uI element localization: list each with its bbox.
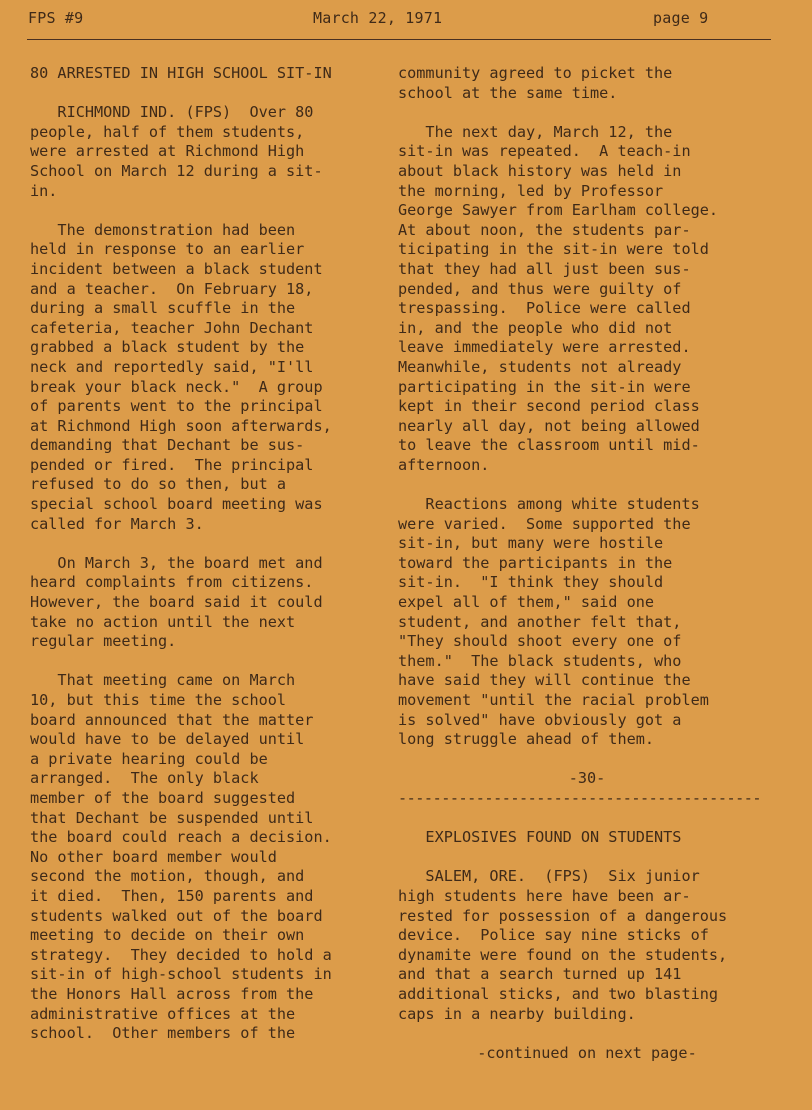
text-line: break your black neck." A group [30, 377, 323, 396]
text-line: 10, but this time the school [30, 691, 287, 709]
text-line: were varied. Some supported the [398, 514, 691, 533]
text-line: would have to be delayed until [30, 730, 305, 749]
explosives-article [398, 828, 776, 1024]
paragraph-break [30, 84, 380, 104]
text-line: special school board meeting was [30, 495, 323, 514]
text-line: Reactions among white students [398, 495, 700, 514]
text-line: dynamite were found on the students, [398, 945, 728, 964]
text-line: high students here have been ar- [398, 886, 691, 905]
text-line: heard complaints from citizens. [30, 573, 314, 592]
text-line: sit-in, but many were hostile [398, 534, 664, 553]
header-date: March 22, 1971 [313, 9, 443, 27]
text-line: member of the board suggested [30, 788, 296, 807]
text-line: On March 3, the board met and [30, 553, 323, 572]
text-line: in. [30, 181, 58, 200]
text-line: pended or fired. The principal [30, 455, 314, 474]
text-line: school at the same time. [398, 83, 618, 102]
continued-note: -continued on next page- [477, 1043, 697, 1062]
paragraph-break [30, 534, 380, 554]
text-line: additional sticks, and two blasting [398, 984, 719, 1003]
text-line: the Honors Hall across from the [30, 984, 314, 1003]
paragraph-break [398, 103, 776, 123]
text-line: were arrested at Richmond High [30, 142, 305, 161]
text-line: At about noon, the students par- [398, 220, 691, 239]
text-line: community agreed to picket the [398, 64, 673, 82]
text-line: of parents went to the principal [30, 397, 323, 416]
article-headline: EXPLOSIVES FOUND ON STUDENTS [398, 828, 682, 847]
right-column [398, 64, 776, 1063]
text-line: is solved" have obviously got a [398, 710, 682, 729]
text-line: sit-in of high-school students in [30, 965, 332, 984]
text-line: a private hearing could be [30, 749, 268, 768]
text-line: SALEM, ORE. (FPS) Six junior [398, 867, 700, 886]
text-line: called for March 3. [30, 514, 204, 533]
text-line: grabbed a black student by the [30, 338, 305, 357]
text-line: it died. Then, 150 parents and [30, 886, 314, 905]
text-line: students walked out of the board [30, 906, 323, 925]
text-line: sit-in. "I think they should [398, 573, 664, 592]
left-column [30, 64, 380, 1044]
text-line: leave immediately were arrested. [398, 338, 691, 357]
text-line: "They should shoot every one of [398, 632, 682, 651]
text-line: regular meeting. [30, 632, 177, 651]
text-line: people, half of them students, [30, 122, 305, 141]
text-line: The next day, March 12, the [398, 122, 673, 141]
text-line: in, and the people who did not [398, 318, 673, 337]
text-line: trespassing. Police were called [398, 299, 691, 318]
text-line: have said they will continue the [398, 671, 691, 690]
text-line: and a teacher. On February 18, [30, 279, 314, 298]
text-line: school. Other members of the [30, 1024, 296, 1043]
text-line: the board could reach a decision. [30, 828, 332, 847]
article-continuation [398, 64, 776, 750]
text-line: ticipating in the sit-in were told [398, 240, 709, 259]
text-line: arranged. The only black [30, 769, 259, 788]
text-line: kept in their second period class [398, 397, 700, 416]
text-line: to leave the classroom until mid- [398, 436, 700, 455]
text-line: that Dechant be suspended until [30, 808, 314, 827]
text-line: board announced that the matter [30, 710, 314, 729]
text-line: demanding that Dechant be sus- [30, 436, 305, 455]
text-line: sit-in was repeated. A teach-in [398, 142, 691, 161]
article-headline: 80 ARRESTED IN HIGH SCHOOL SIT-IN [30, 64, 332, 82]
text-line: incident between a black student [30, 259, 323, 278]
paragraph-break [30, 652, 380, 672]
text-line: participating in the sit-in were [398, 377, 691, 396]
text-line: neck and reportedly said, "I'll [30, 357, 314, 376]
text-line: School on March 12 during a sit- [30, 161, 323, 180]
text-line: No other board member would [30, 847, 277, 866]
text-line: That meeting came on March [30, 671, 296, 690]
text-line: caps in a nearby building. [398, 1004, 636, 1023]
text-line: meeting to decide on their own [30, 926, 305, 945]
text-line: RICHMOND IND. (FPS) Over 80 [30, 103, 314, 122]
text-line: and that a search turned up 141 [398, 965, 682, 984]
paragraph-break [398, 848, 776, 868]
text-line: expel all of them," said one [398, 593, 655, 612]
text-line: The demonstration had been [30, 220, 296, 239]
text-line: at Richmond High soon afterwards, [30, 416, 332, 435]
text-line: cafeteria, teacher John Dechant [30, 318, 314, 337]
header-publication: FPS #9 [28, 9, 84, 27]
text-line: nearly all day, not being allowed [398, 416, 700, 435]
text-line: them." The black students, who [398, 651, 682, 670]
text-line: about black history was held in [398, 161, 682, 180]
text-line: take no action until the next [30, 612, 296, 631]
paragraph-break [30, 201, 380, 221]
text-line: long struggle ahead of them. [398, 730, 655, 749]
paragraph-break [398, 475, 776, 495]
text-line: that they had all just been sus- [398, 259, 691, 278]
end-mark: -30- [568, 769, 606, 788]
text-line: device. Police say nine sticks of [398, 926, 709, 945]
text-line: during a small scuffle in the [30, 299, 296, 318]
text-line: pended, and thus were guilty of [398, 279, 682, 298]
text-line: the morning, led by Professor [398, 181, 664, 200]
text-line: afternoon. [398, 455, 490, 474]
text-line: movement "until the racial problem [398, 691, 709, 709]
text-line: However, the board said it could [30, 593, 323, 612]
text-line: student, and another felt that, [398, 612, 682, 631]
text-line: refused to do so then, but a [30, 475, 287, 494]
text-line: held in response to an earlier [30, 240, 305, 259]
text-line: Meanwhile, students not already [398, 357, 682, 376]
text-line: toward the participants in the [398, 553, 673, 572]
text-line: administrative offices at the [30, 1004, 296, 1023]
text-line: second the motion, though, and [30, 867, 305, 886]
section-divider: ------------------------------------------ [398, 788, 762, 807]
text-line: rested for possession of a dangerous [398, 906, 728, 925]
header-rule [27, 39, 771, 40]
header-page-number: page 9 [653, 9, 709, 27]
text-line: strategy. They decided to hold a [30, 945, 332, 964]
text-line: George Sawyer from Earlham college. [398, 201, 719, 220]
